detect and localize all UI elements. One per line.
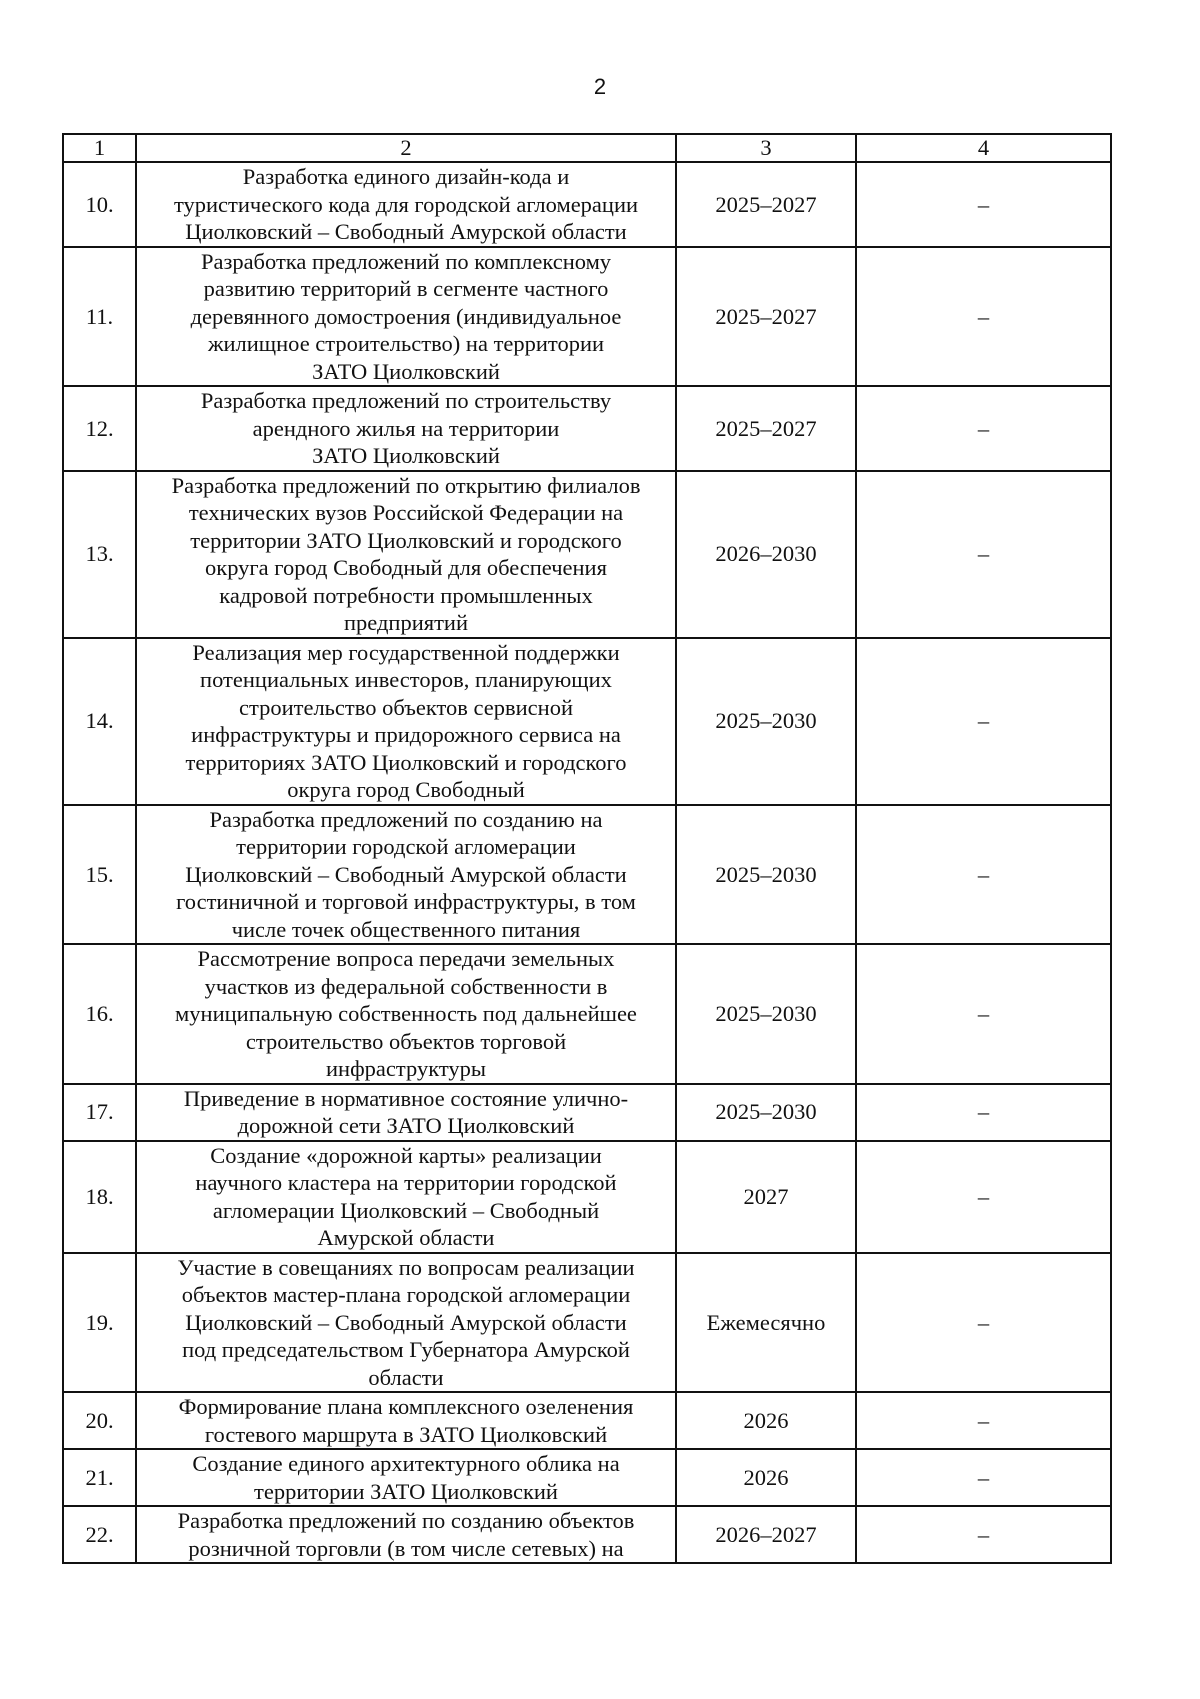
row-period-cell: 2025–2030	[676, 805, 856, 945]
header-cell-2: 2	[136, 134, 676, 162]
row-description-cell: Участие в совещаниях по вопросам реализации объектов мастер-плана городской агломерации Циолковский – Свободный Амурской области под председательством Губернатора Амурской области	[136, 1253, 676, 1393]
row-number-cell: 16.	[63, 944, 136, 1084]
row-description-cell: Разработка предложений по созданию на территории городской агломерации Циолковский – Свободный Амурской области гостиничной и торговой инфраструктуры, в том числе точек общественного питания	[136, 805, 676, 945]
row-period-cell: 2025–2030	[676, 638, 856, 805]
row-number-cell: 22.	[63, 1506, 136, 1563]
row-period-cell: 2026–2027	[676, 1506, 856, 1563]
row-column4-cell: –	[856, 1253, 1111, 1393]
row-column4-cell: –	[856, 162, 1111, 247]
table-row	[63, 471, 1111, 638]
row-period-cell: 2025–2027	[676, 247, 856, 387]
row-column4-cell: –	[856, 1506, 1111, 1563]
row-period-cell: 2026	[676, 1392, 856, 1449]
row-column4-cell: –	[856, 386, 1111, 471]
table-row	[63, 1449, 1111, 1506]
table-row	[63, 1084, 1111, 1141]
row-description-cell: Реализация мер государственной поддержки потенциальных инвесторов, планирующих строительство объектов сервисной инфраструктуры и придорожного сервиса на территориях ЗАТО Циолковский и городского округа город Свободный	[136, 638, 676, 805]
row-column4-cell: –	[856, 1141, 1111, 1253]
row-description-cell: Разработка предложений по строительству арендного жилья на территории ЗАТО Циолковский	[136, 386, 676, 471]
row-description-cell: Создание «дорожной карты» реализации научного кластера на территории городской агломерации Циолковский – Свободный Амурской области	[136, 1141, 676, 1253]
row-period-cell: 2025–2030	[676, 944, 856, 1084]
row-column4-cell: –	[856, 1392, 1111, 1449]
row-number-cell: 12.	[63, 386, 136, 471]
row-column4-cell: –	[856, 247, 1111, 387]
row-number-cell: 13.	[63, 471, 136, 638]
table-row	[63, 638, 1111, 805]
row-description-cell: Разработка предложений по комплексному развитию территорий в сегменте частного деревянного домостроения (индивидуальное жилищное строительство) на территории ЗАТО Циолковский	[136, 247, 676, 387]
measures-table	[62, 133, 1112, 1564]
row-description-cell: Разработка предложений по открытию филиалов технических вузов Российской Федерации на территории ЗАТО Циолковский и городского округа город Свободный для обеспечения кадровой потребности промышленных предприятий	[136, 471, 676, 638]
table-header-row	[63, 134, 1111, 162]
row-number-cell: 19.	[63, 1253, 136, 1393]
row-description-cell: Разработка предложений по созданию объектов розничной торговли (в том числе сетевых) на	[136, 1506, 676, 1563]
table-row	[63, 1253, 1111, 1393]
table-row	[63, 386, 1111, 471]
row-period-cell: 2025–2030	[676, 1084, 856, 1141]
table-row	[63, 1392, 1111, 1449]
row-number-cell: 20.	[63, 1392, 136, 1449]
table-row	[63, 944, 1111, 1084]
row-period-cell: 2026	[676, 1449, 856, 1506]
row-description-cell: Разработка единого дизайн-кода и туристического кода для городской агломерации Циолковский – Свободный Амурской области	[136, 162, 676, 247]
row-description-cell: Создание единого архитектурного облика на территории ЗАТО Циолковский	[136, 1449, 676, 1506]
row-period-cell: 2026–2030	[676, 471, 856, 638]
row-description-cell: Рассмотрение вопроса передачи земельных участков из федеральной собственности в муниципальную собственность под дальнейшее строительство объектов торговой инфраструктуры	[136, 944, 676, 1084]
header-cell-4: 4	[856, 134, 1111, 162]
row-description-cell: Приведение в нормативное состояние улично- дорожной сети ЗАТО Циолковский	[136, 1084, 676, 1141]
table-row	[63, 1506, 1111, 1563]
row-column4-cell: –	[856, 944, 1111, 1084]
row-number-cell: 17.	[63, 1084, 136, 1141]
row-column4-cell: –	[856, 638, 1111, 805]
header-cell-3: 3	[676, 134, 856, 162]
row-number-cell: 18.	[63, 1141, 136, 1253]
row-number-cell: 15.	[63, 805, 136, 945]
page-number: 2	[593, 74, 607, 99]
row-period-cell: 2027	[676, 1141, 856, 1253]
row-column4-cell: –	[856, 805, 1111, 945]
row-number-cell: 21.	[63, 1449, 136, 1506]
row-column4-cell: –	[856, 1449, 1111, 1506]
row-number-cell: 10.	[63, 162, 136, 247]
table-row	[63, 162, 1111, 247]
row-column4-cell: –	[856, 471, 1111, 638]
row-description-cell: Формирование плана комплексного озеленения гостевого маршрута в ЗАТО Циолковский	[136, 1392, 676, 1449]
table-row	[63, 1141, 1111, 1253]
row-number-cell: 11.	[63, 247, 136, 387]
table-row	[63, 805, 1111, 945]
header-cell-1: 1	[63, 134, 136, 162]
row-number-cell: 14.	[63, 638, 136, 805]
row-period-cell: 2025–2027	[676, 386, 856, 471]
row-period-cell: Ежемесячно	[676, 1253, 856, 1393]
table-row	[63, 247, 1111, 387]
table-body	[63, 134, 1111, 1563]
row-period-cell: 2025–2027	[676, 162, 856, 247]
row-column4-cell: –	[856, 1084, 1111, 1141]
